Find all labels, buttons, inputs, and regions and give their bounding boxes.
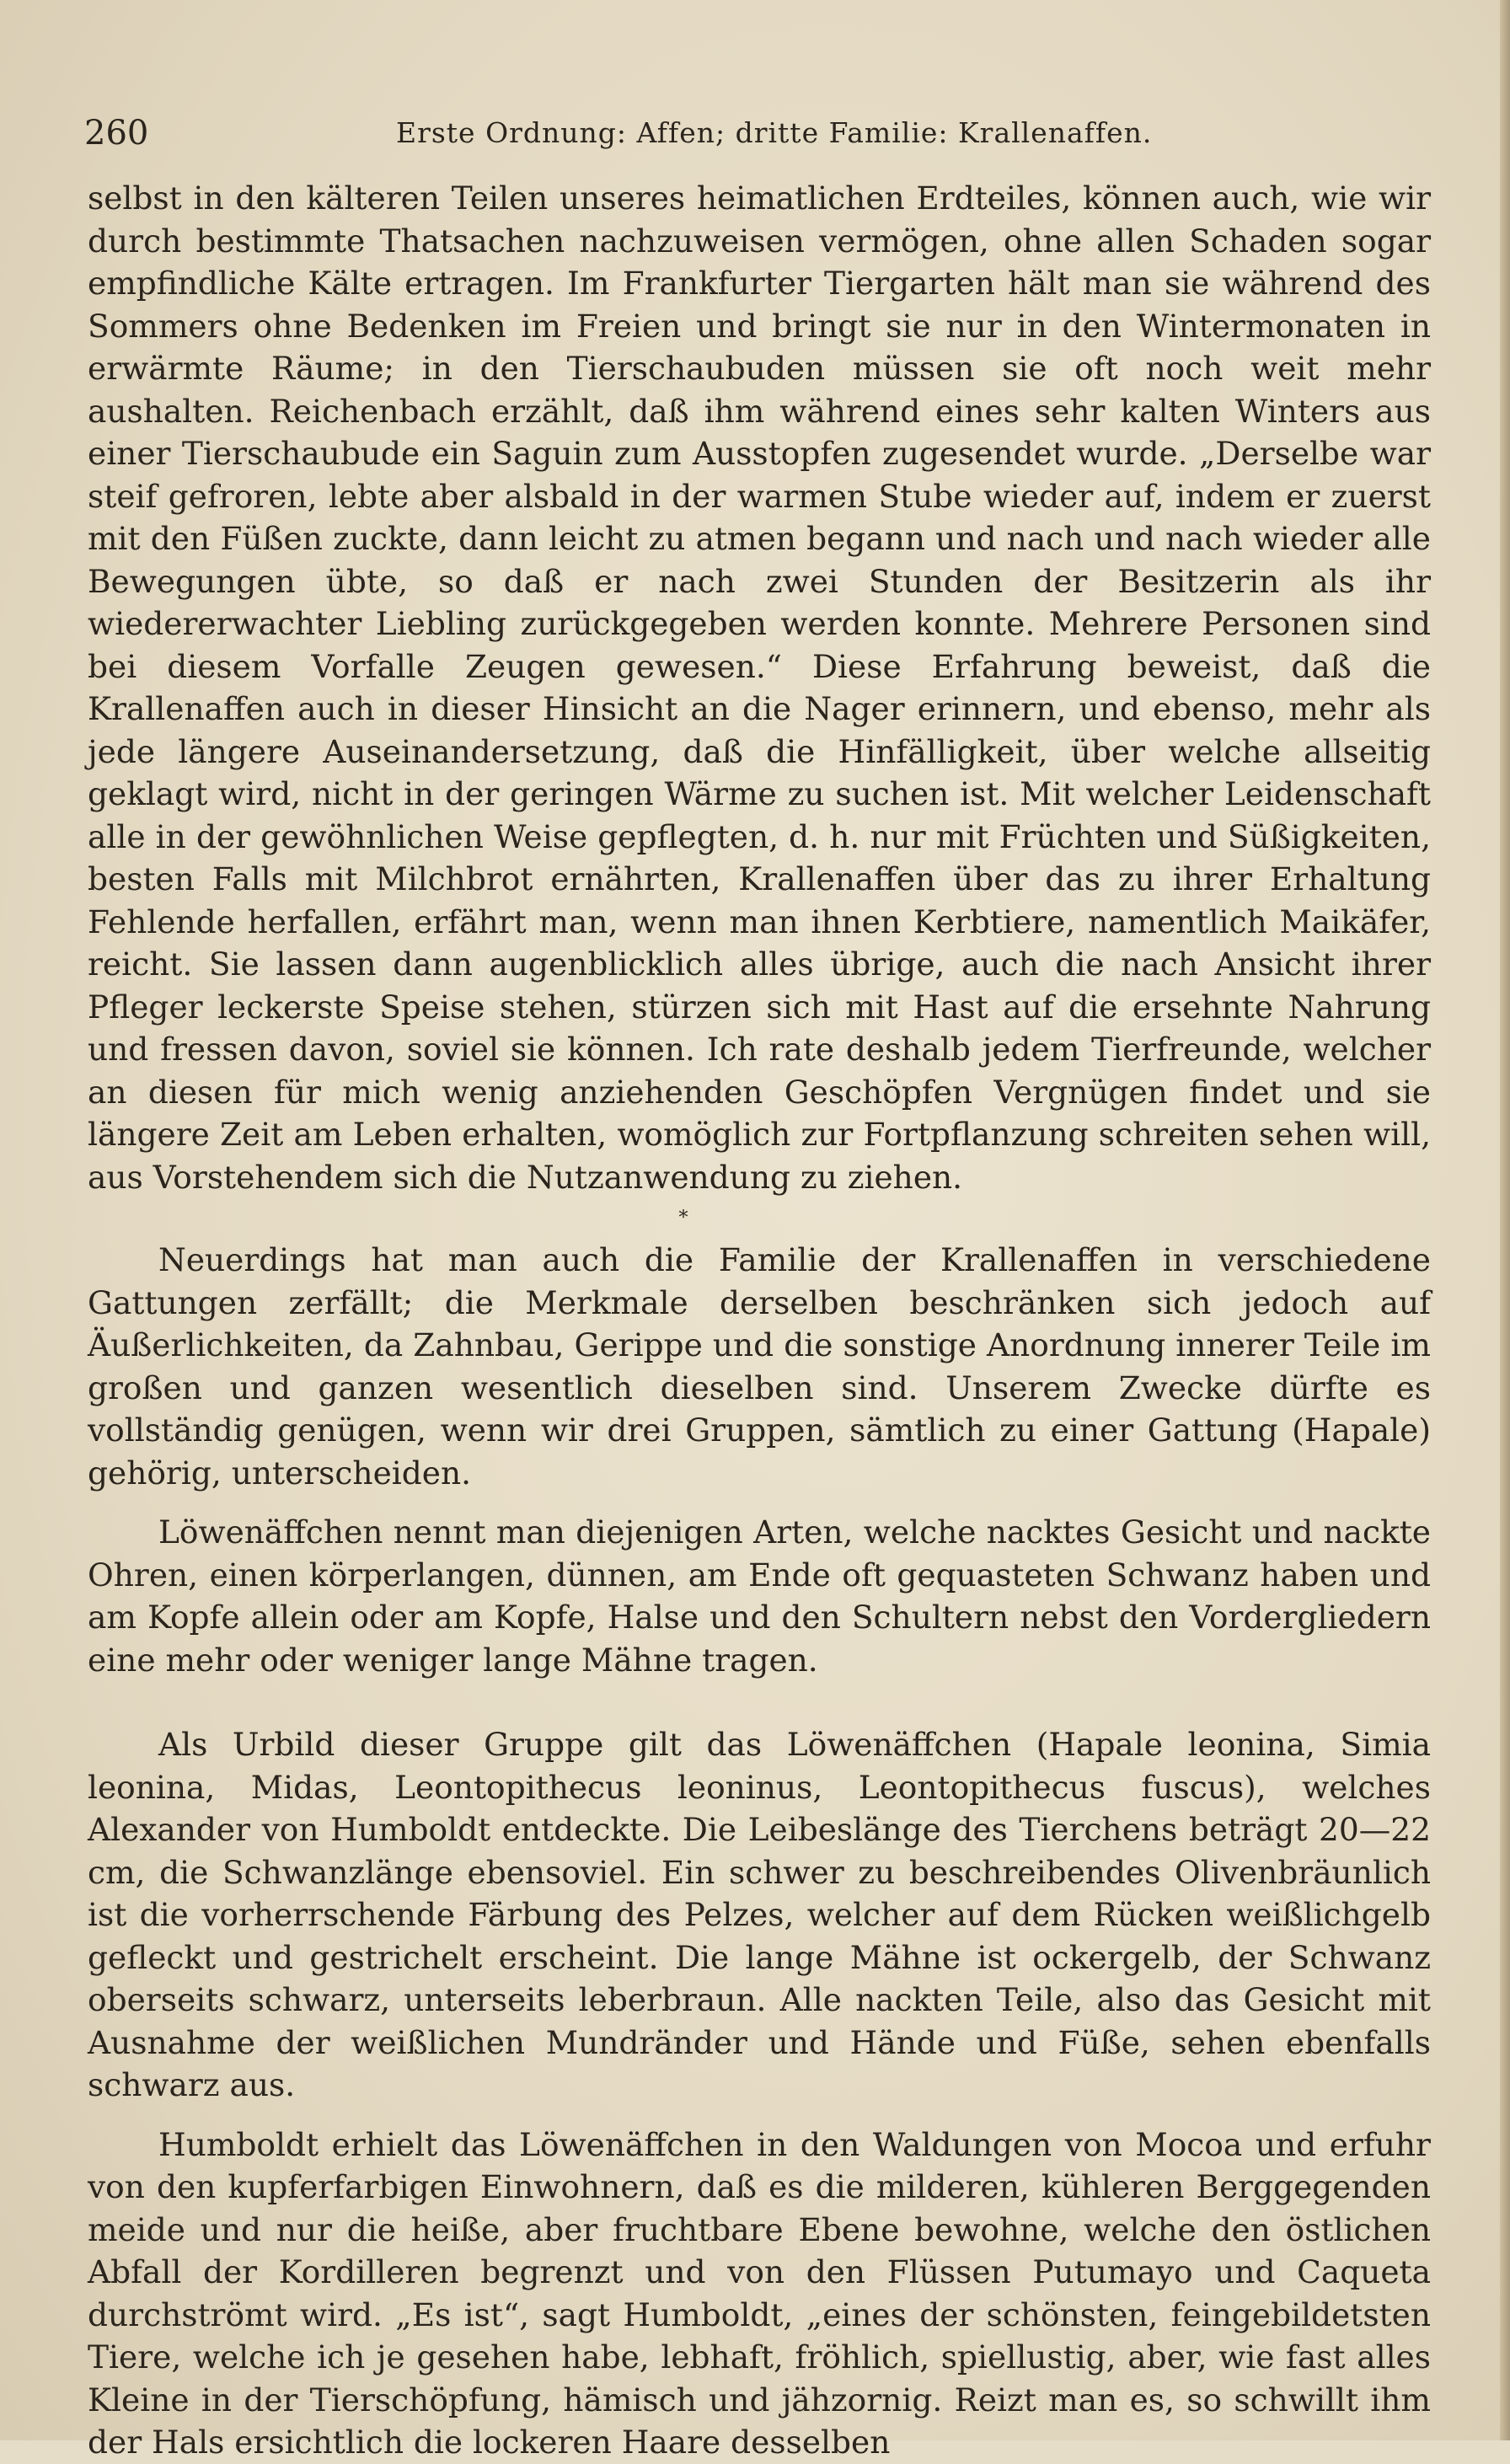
- section-separator: *: [678, 1208, 688, 1229]
- paragraph-hapale-leonina: Als Urbild dieser Gruppe gilt das Löwenäffchen (Hapale leonina, Simia leonina, Midas, Leontopithecus leoninus, Leontopithecus fuscus), welches Alexander von Humboldt entdeckte. Die Leibeslänge des Tierchens beträgt 20—22 cm, die Schwanzlänge ebensoviel. Ein schwer zu beschreibendes Olivenbräunlich ist die vorherrschende Färbung des Pelzes, welcher auf dem Rücken weißlichgelb gefleckt und gestrichelt erscheint. Die lange Mähne ist ockergelb, der Schwanz oberseits schwarz, unterseits leberbraun. Alle nackten Teile, also das Gesicht mit Ausnahme der weißlichen Mundränder und Hände und Füße, sehen ebenfalls schwarz aus.: [88, 1726, 1431, 2103]
- body-text: [88, 177, 1431, 2464]
- page-number: 260: [84, 114, 149, 153]
- page-gutter-shadow: [1500, 0, 1510, 2440]
- paragraph-humboldt: Humboldt erhielt das Löwenäffchen in den Waldungen von Mocoa und erfuhr von den kupferfarbigen Einwohnern, daß es die milderen, kühleren Berggegenden meide und nur die heiße, aber fruchtbare Ebene bewohne, welche den östlichen Abfall der Kordilleren begrenzt und von den Flüssen Putumayo und Caqueta durchströmt wird. „Es ist“, sagt Humboldt, „eines der schönsten, feingebildetsten Tiere, welche ich je gesehen habe, lebhaft, fröhlich, spiellustig, aber, wie fast alles Kleine in der Tierschöpfung, hämisch und jähzornig. Reizt man es, so schwillt ihm der Hals ersichtlich die lockeren Haare desselben: [88, 2125, 1431, 2461]
- paragraph-continued: selbst in den kälteren Teilen unseres heimatlichen Erdteiles, können auch, wie wir durch bestimmte Thatsachen nachzuweisen vermögen, ohne allen Schaden sogar empfindliche Kälte ertragen. Im Frankfurter Tiergarten hält man sie während des Sommers ohne Bedenken im Freien und bringt sie nur in den Wintermonaten in erwärmte Räume; in den Tierschaubuden müssen sie oft noch weit mehr aushalten. Reichenbach erzählt, daß ihm während eines sehr kalten Winters aus einer Tierschaubude ein Saguin zum Ausstopfen zugesendet wurde. „Derselbe war steif gefroren, lebte aber alsbald in der warmen Stube wieder auf, indem er zuerst mit den Füßen zuckte, dann leicht zu atmen begann und nach und nach wieder alle Bewegungen übte, so daß er nach zwei Stunden der Besitzerin als ihr wiedererwachter Liebling zurückgegeben werden konnte. Mehrere Personen sind bei diesem Vorfalle Zeugen gewesen.“ Diese Erfahrung beweist, daß die Krallenaffen auch in dieser Hinsicht an die Nager erinnern, und ebenso, mehr als jede längere Auseinandersetzung, daß die Hinfälligkeit, über welche allseitig geklagt wird, nicht in der geringen Wärme zu suchen ist. Mit welcher Leidenschaft alle in der gewöhnlichen Weise gepflegten, d. h. nur mit Früchten und Süßigkeiten, besten Falls mit Milchbrot ernährten, Krallenaffen über das zu ihrer Erhaltung Fehlende herfallen, erfährt man, wenn man ihnen Kerbtiere, namentlich Maikäfer, reicht. Sie lassen dann augenblicklich alles übrige, auch die nach Ansicht ihrer Pfleger leckerste Speise stehen, stürzen sich mit Hast auf die ersehnte Nahrung und fressen davon, soviel sie können. Ich rate deshalb jedem Tierfreunde, welcher an diesen für mich wenig anziehenden Geschöpfen Vergnügen findet und sie längere Zeit am Leben erhalten, womöglich zur Fortpflanzung schreiten sehen will, aus Vorstehendem sich die Nutzanwendung zu ziehen.: [88, 179, 1431, 1196]
- running-head: Erste Ordnung: Affen; dritte Familie: Krallenaffen.: [396, 116, 1153, 149]
- page-header: [84, 108, 1432, 158]
- paragraph-genera: Neuerdings hat man auch die Familie der Krallenaffen in verschiedene Gattungen zerfällt; die Merkmale derselben beschränken sich jedoch auf Äußerlichkeiten, da Zahnbau, Gerippe und die sonstige Anordnung innerer Teile im großen und ganzen wesentlich dieselben sind. Unserem Zwecke dürfte es vollständig genügen, wenn wir drei Gruppen, sämtlich zu einer Gattung (Hapale) gehörig, unterscheiden.: [88, 1241, 1431, 1492]
- paragraph-loewenaeffchen-group: Löwenäffchen nennt man diejenigen Arten, welche nacktes Gesicht und nackte Ohren, einen körperlangen, dünnen, am Ende oft gequasteten Schwanz haben und am Kopfe allein oder am Kopfe, Halse und den Schultern nebst den Vordergliedern eine mehr oder weniger lange Mähne tragen.: [88, 1513, 1431, 1679]
